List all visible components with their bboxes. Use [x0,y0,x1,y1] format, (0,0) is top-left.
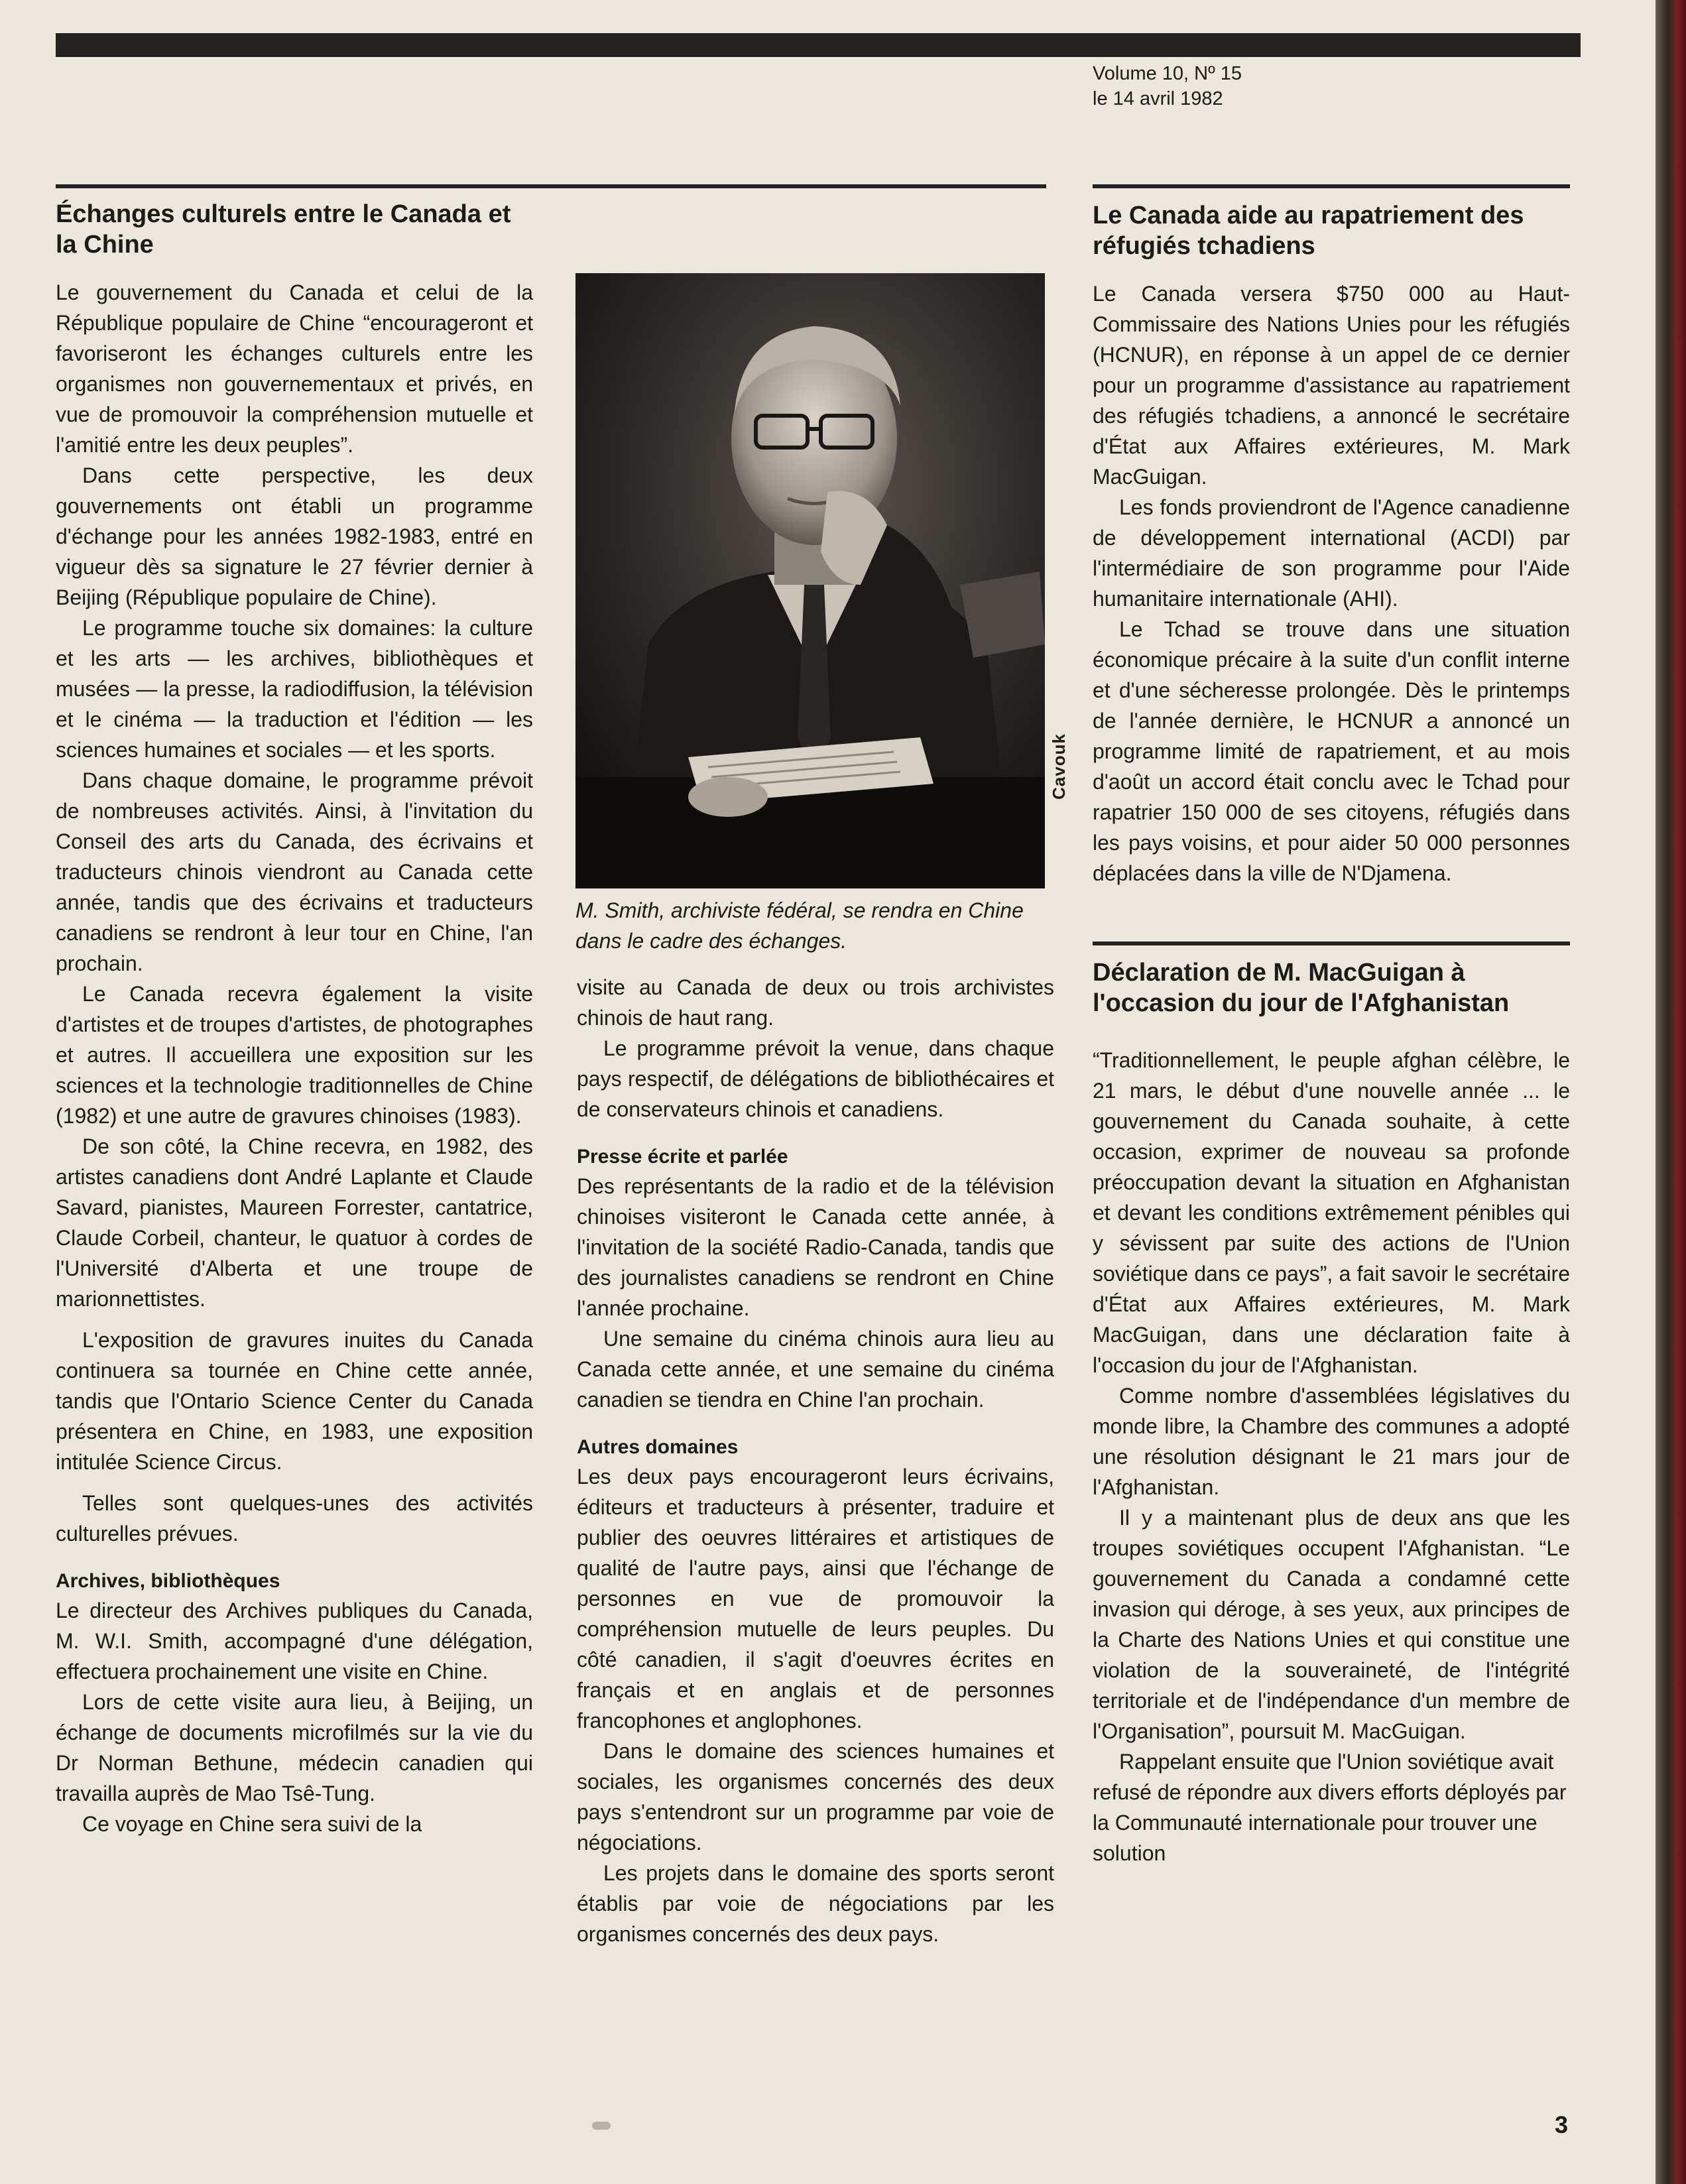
article3-rule [1093,941,1570,945]
article1-paragraph: Le gouvernement du Canada et celui de la République populaire de Chine “encourageront et favoriseront les échanges culturels entre les organismes non gouvernementaux et privés, en vue de promouvoir la compréhension mutuelle et l'amitié entre les deux peuples”. [56,280,533,457]
right-column [1093,184,1570,1868]
issue-info [1093,61,1242,111]
article-gap [1093,888,1570,941]
article1-paragraph: Le Canada recevra également la visite d'artistes et de troupes d'artistes, de photographes et autres. Il accueillera une exposition sur les sciences et la technologie traditionnelles de Chine (1982) et une autre de gravures chinoises (1983). [56,982,533,1128]
page-binding-edge [1656,0,1686,2184]
article2-paragraph: Le Canada versera $750 000 au Haut-Commissaire des Nations Unies pour les réfugiés (HCNUR), en réponse à un appel de ce dernier pour un programme d'assistance au rapatriement des réfugiés tchadiens, a annoncé le secrétaire d'État aux Affaires extérieures, M. Mark MacGuigan. [1093,282,1570,489]
paragraph-gap [56,1477,533,1488]
article1-paragraph: visite au Canada de deux ou trois archivistes chinois de haut rang. [577,975,1054,1030]
article1-title: Échanges culturels entre le Canada et la Chine [56,200,511,259]
article3-paragraph: Comme nombre d'assemblées législatives du monde libre, la Chambre des communes a adopté une résolution désignant le 21 mars jour de l'Afghanistan. [1093,1384,1570,1499]
article1-paragraph: Les projets dans le domaine des sports seront établis par voie de négociations par les organismes concernés des deux pays. [577,1861,1054,1946]
article1-paragraph: L'exposition de gravures inuites du Canada continuera sa tournée en Chine cette année, tandis que l'Ontario Science Center du Canada présentera en Chine, en 1983, une exposition intitulée Science Circus. [56,1328,533,1474]
issue-date: le 14 avril 1982 [1093,88,1223,109]
article1-paragraph: De son côté, la Chine recevra, en 1982, des artistes canadiens dont André Laplante et Claude Savard, pianistes, Maureen Forrester, cantatrice, Claude Corbeil, chanteur, le quatuor à cordes de l'Université d'Alberta et une troupe de marionnettistes. [56,1134,533,1311]
article2-title: Le Canada aide au rapatriement des réfugiés tchadiens [1093,202,1524,260]
article3-title: Déclaration de M. MacGuigan à l'occasion du jour de l'Afghanistan [1093,959,1510,1017]
article3-paragraph: Rappelant ensuite que l'Union soviétique avait refusé de répondre aux divers efforts déployés par la Communauté internationale pour trouver une solution [1093,1750,1567,1865]
article1-paragraph: Dans chaque domaine, le programme prévoit de nombreuses activités. Ainsi, à l'invitation du Conseil des arts du Canada, des écrivains et traducteurs chinois viendront au Canada cette année, tandis que des écrivains et traducteurs canadiens se rendront à leur tour en Chine, l'an prochain. [56,768,533,975]
article1-paragraph: Des représentants de la radio et de la télévision chinoises visiteront le Canada cette année, à l'invitation de la société Radio-Canada, tandis que des journalistes canadiens se rendront en Chine l'année prochaine. [577,1174,1054,1320]
photo-caption: M. Smith, archiviste fédéral, se rendra en Chine dans le cadre des échanges. [575,898,1024,953]
article1-left-column [56,199,533,1839]
paragraph-gap [56,1314,533,1325]
article1-paragraph: Telles sont quelques-unes des activités culturelles prévues. [56,1491,533,1546]
header-bar [56,33,1581,57]
article1-paragraph: Le directeur des Archives publiques du Canada, M. W.I. Smith, accompagné d'une délégation, effectuera prochainement une visite en Chine. [56,1599,533,1683]
article2-rule [1093,184,1570,188]
article1-paragraph: Le programme prévoit la venue, dans chaque pays respectif, de délégations de bibliothécaires et de conservateurs chinois et canadiens. [577,1036,1054,1121]
article1-paragraph: Lors de cette visite aura lieu, à Beijing, un échange de documents microfilmés sur la vie du Dr Norman Bethune, médecin canadien qui travailla auprès de Mao Tsê-Tung. [56,1690,533,1805]
article1-paragraph: Le programme touche six domaines: la culture et les arts — les archives, bibliothèques et musées — la presse, la radiodiffusion, la télévision et le cinéma — la traduction et l'édition — les sciences humaines et sociales — et les sports. [56,616,533,762]
portrait-photo-image [575,273,1045,888]
title-gap [1093,1036,1570,1045]
issue-volume: Volume 10, Nº 15 [1093,63,1242,84]
article1-middle-column [577,972,1054,1949]
article3-paragraph: Il y a maintenant plus de deux ans que les troupes soviétiques occupent l'Afghanistan. “Le gouvernement du Canada a condamné cette invasion qui déroge, à ses yeux, aux principes de la Charte des Nations Unies et qui constitue une violation de la souveraineté, de l'intégrité territoriale et de l'indépendance d'un membre de l'Organisation”, poursuit M. MacGuigan. [1093,1506,1570,1743]
portrait-photo [575,273,1045,888]
article3-paragraph: “Traditionnellement, le peuple afghan célèbre, le 21 mars, le début d'une nouvelle année ... le gouvernement du Canada souhaite, à cette occasion, exprimer de nouveau sa profonde préoccupation devant la situation en Afghanistan et devant les conditions extrêmement pénibles qui y sévissent par suite des actions de l'Union soviétique dans ce pays”, a fait savoir le secrétaire d'État aux Affaires extérieures, M. Mark MacGuigan, dans une déclaration faite à l'occasion du jour de l'Afghanistan. [1093,1048,1570,1377]
article2-paragraph: Les fonds proviendront de l'Agence canadienne de développement international (ACDI) par l'intermédiaire de son programme pour l'Aide humanitaire internationale (AHI). [1093,495,1570,611]
article1-paragraph: Ce voyage en Chine sera suivi de la [82,1812,422,1836]
article2-paragraph: Le Tchad se trouve dans une situation économique précaire à la suite d'un conflit interne et d'une sécheresse prolongée. Dès le printemps de l'année dernière, le HCNUR a annoncé un programme limité de rapatriement, et au mois d'août un accord était conclu avec le Tchad pour rapatrier 150 000 de ses citoyens, réfugiés dans les pays voisins, et pour aider 50 000 personnes déplacées dans la ville de N'Djamena. [1093,617,1570,885]
article1-rule [56,184,1046,188]
page-number: 3 [1555,2111,1569,2138]
print-mark [592,2122,611,2130]
section-heading-autres: Autres domaines [577,1436,739,1458]
section-heading-archives: Archives, bibliothèques [56,1570,280,1592]
article1-paragraph: Une semaine du cinéma chinois aura lieu au Canada cette année, et une semaine du cinéma canadien se tiendra en Chine l'an prochain. [577,1327,1054,1412]
article1-paragraph: Dans le domaine des sciences humaines et sociales, les organismes concernés des deux pays s'entendront sur un programme par voie de négociations. [577,1739,1054,1854]
article1-paragraph: Dans cette perspective, les deux gouvernements ont établi un programme d'échange pour les années 1982-1983, entré en vigueur dès sa signature le 27 février dernier à Beijing (République populaire de Chine). [56,463,533,609]
section-heading-presse: Presse écrite et parlée [577,1146,788,1168]
photo-credit: Cavouk [1049,733,1069,800]
article1-paragraph: Les deux pays encourageront leurs écrivains, éditeurs et traducteurs à présenter, traduire et publier des oeuvres littéraires et artistiques de qualité de l'autre pays, ainsi que l'échange de personnes en vue de promouvoir la compréhension mutuelle de leurs peuples. Du côté canadien, il s'agit d'oeuvres écrites en français et en anglais et de personnes francophones et anglophones. [577,1465,1054,1732]
